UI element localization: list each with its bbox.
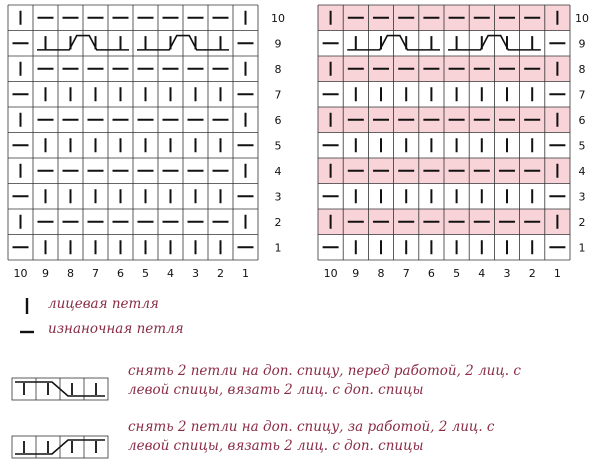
col-label: 2: [528, 267, 536, 280]
row-label: 1: [578, 241, 586, 255]
col-label: 5: [142, 267, 149, 280]
row-label: 6: [274, 113, 282, 127]
row-label: 8: [578, 62, 586, 76]
chart-left: [8, 5, 285, 280]
row-label: 8: [274, 62, 282, 76]
row-label: 9: [274, 37, 282, 51]
col-label: 3: [503, 267, 511, 280]
col-label: 1: [553, 267, 561, 280]
col-label: 6: [117, 267, 124, 280]
chart-right: [318, 5, 589, 280]
col-label: 7: [402, 267, 410, 280]
row-label: 9: [578, 37, 586, 51]
legend-cable-front-symbol: [12, 378, 108, 400]
row-label: 5: [578, 139, 586, 153]
legend-cable-back-line1: снять 2 петли на доп. спицу, за работой, 2 лиц. с: [128, 419, 495, 435]
row-label: 6: [578, 113, 586, 127]
col-label: 10: [323, 267, 338, 280]
row-label: 2: [578, 215, 586, 229]
row-label: 10: [271, 11, 285, 25]
row-label: 7: [274, 88, 282, 102]
col-label: 2: [217, 267, 224, 280]
col-label: 8: [67, 267, 74, 280]
row-label: 3: [578, 190, 586, 204]
col-label: 3: [192, 267, 199, 280]
legend-purl-label: изнаночная петля: [48, 321, 184, 337]
legend-cable-back-symbol: [12, 436, 108, 458]
row-label: 5: [274, 139, 282, 153]
col-label: 9: [352, 267, 360, 280]
legend-cable-front-desc: [128, 362, 588, 400]
col-label: 7: [92, 267, 99, 280]
col-label: 5: [453, 267, 461, 280]
legend-cable-back-line2: левой спицы, вязать 2 лиц. с доп. спицы: [128, 438, 424, 454]
legend-cable-back-desc: [128, 418, 588, 456]
col-label: 9: [42, 267, 49, 280]
col-label: 8: [377, 267, 385, 280]
legend-cable-front-line1: снять 2 петли на доп. спицу, перед работой, 2 лиц. с: [128, 363, 521, 379]
row-label: 7: [578, 88, 586, 102]
col-label: 4: [167, 267, 174, 280]
col-label: 1: [242, 267, 249, 280]
row-label: 10: [575, 11, 589, 25]
row-label: 2: [274, 215, 282, 229]
col-label: 4: [478, 267, 486, 280]
legend-knit-label: лицевая петля: [48, 296, 159, 312]
legend-cable-front-line2: левой спицы, вязать 2 лиц. с доп. спицы: [128, 382, 424, 398]
row-label: 4: [274, 164, 282, 178]
row-label: 1: [274, 241, 282, 255]
col-label: 6: [427, 267, 435, 280]
row-label: 4: [578, 164, 586, 178]
row-label: 3: [274, 190, 282, 204]
col-label: 10: [13, 267, 28, 280]
